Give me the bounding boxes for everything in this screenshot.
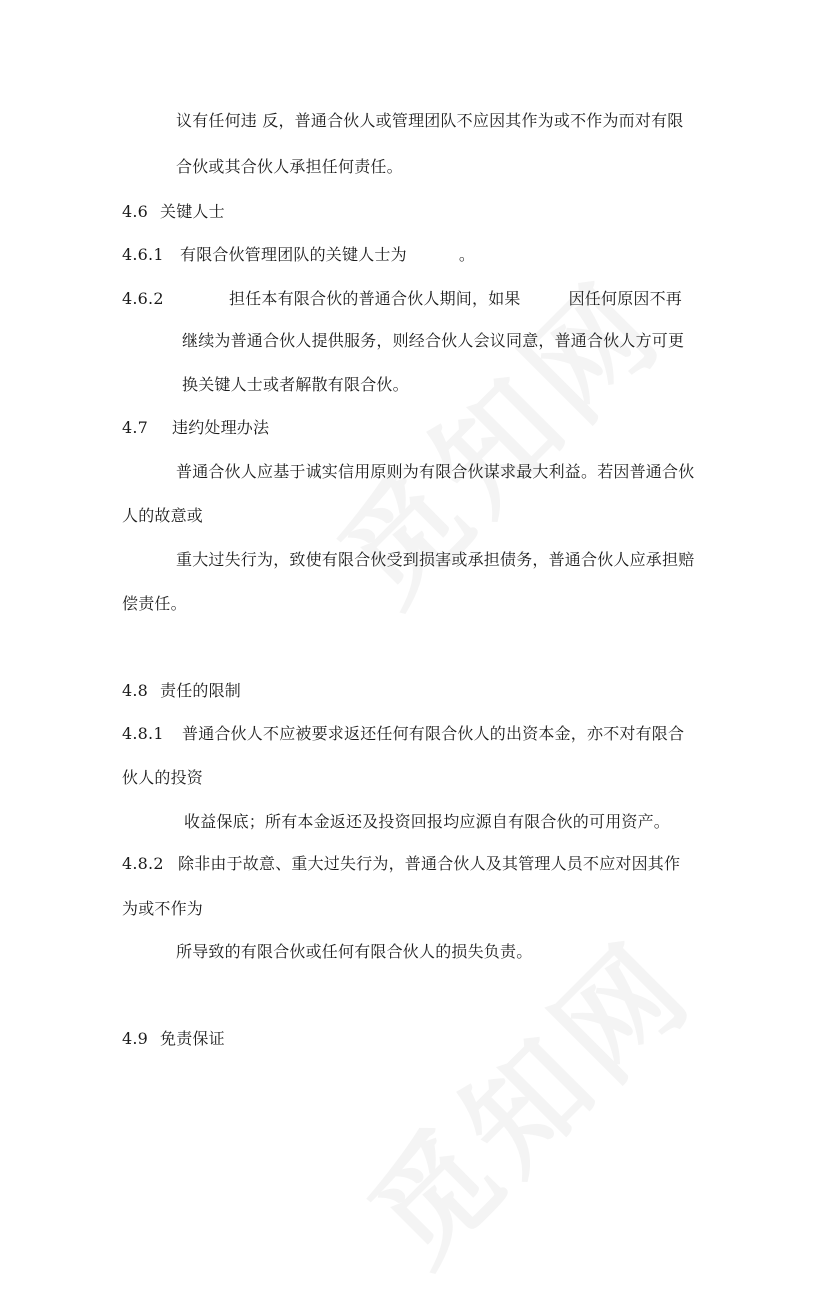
section-title: 违约处理办法 — [172, 418, 270, 437]
clause-end: 。 — [458, 245, 476, 264]
clause-4-8-2 — [122, 853, 680, 875]
clause-text: 因任何原因不再 — [568, 289, 683, 308]
section-title: 关键人士 — [160, 202, 225, 221]
paragraph-line: 重大过失行为，致使有限合伙受到损害或承担债务，普通合伙人应承担赔 — [176, 550, 695, 569]
clause-4-8-1 — [122, 723, 684, 745]
clause-number: 4.6.2 — [122, 289, 164, 308]
paragraph-line: 议有任何违 反，普通合伙人或管理团队不应因其作为或不作为而对有限 — [176, 111, 684, 130]
clause-number: 4.8.2 — [122, 854, 164, 873]
section-title: 免责保证 — [160, 1029, 225, 1048]
section-number: 4.7 — [122, 418, 149, 437]
section-number: 4.9 — [122, 1029, 149, 1048]
section-number: 4.6 — [122, 202, 149, 221]
section-heading-4-9 — [122, 1028, 225, 1050]
clause-text: 有限合伙管理团队的关键人士为 — [180, 245, 407, 264]
paragraph-line: 收益保底；所有本金返还及投资回报均应源自有限合伙的可用资产。 — [184, 812, 671, 831]
clause-text: 担任本有限合伙的普通合伙人期间，如果 — [229, 289, 521, 308]
paragraph-line: 换关键人士或者解散有限合伙。 — [182, 375, 409, 394]
paragraph-line: 为或不作为 — [122, 899, 204, 918]
section-heading-4-7 — [122, 417, 269, 439]
clause-text: 普通合伙人不应被要求返还任何有限合伙人的出资本金，亦不对有限合 — [182, 724, 685, 743]
clause-4-6-2 — [122, 288, 682, 310]
paragraph-line: 合伙或其合伙人承担任何责任。 — [176, 157, 403, 176]
paragraph-line: 人的故意或 — [122, 506, 204, 525]
clause-4-6-1 — [122, 244, 475, 266]
paragraph-line: 所导致的有限合伙或任何有限合伙人的损失负责。 — [176, 942, 533, 961]
section-heading-4-8 — [122, 680, 241, 702]
paragraph-line: 伙人的投资 — [122, 768, 204, 787]
paragraph-line: 普通合伙人应基于诚实信用原则为有限合伙谋求最大利益。若因普通合伙 — [176, 462, 695, 481]
clause-number: 4.8.1 — [122, 724, 164, 743]
section-heading-4-6 — [122, 201, 225, 223]
paragraph-line: 继续为普通合伙人提供服务，则经合伙人会议同意，普通合伙人方可更 — [182, 331, 685, 350]
section-number: 4.8 — [122, 681, 149, 700]
section-title: 责任的限制 — [160, 681, 242, 700]
clause-number: 4.6.1 — [122, 245, 164, 264]
paragraph-line: 偿责任。 — [122, 594, 187, 613]
clause-text: 除非由于故意、重大过失行为，普通合伙人及其管理人员不应对因其作 — [178, 854, 681, 873]
